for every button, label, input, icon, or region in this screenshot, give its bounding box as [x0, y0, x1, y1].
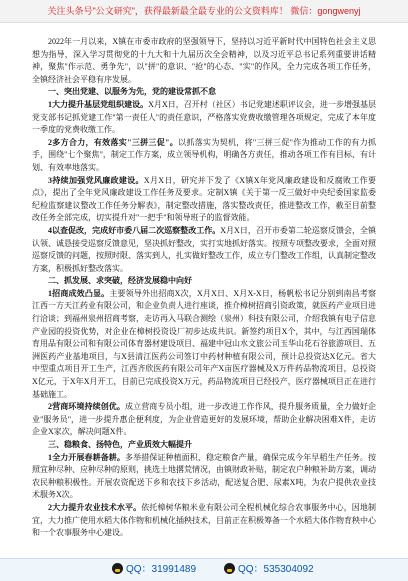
contact-footer [0, 558, 408, 581]
list-item [32, 175, 376, 225]
item-lead: 3持续加强党风廉政建设。 [48, 175, 144, 185]
item-lead: 1全力开展春耕备耕。 [48, 452, 125, 462]
qq-contact-1[interactable] [112, 559, 196, 581]
section-heading: 二、抓发展、求突破，经济发展稳中向好 [48, 276, 192, 286]
list-item [32, 137, 376, 175]
qq-penguin-icon [224, 563, 235, 574]
item-lead: 1大力提升基层党组织建设。 [48, 99, 149, 109]
section-heading: 一、突出党建、以服务为先，党的建设常抓不怠 [48, 87, 216, 97]
item-lead: 2营商环境持续创优。 [48, 402, 125, 412]
item-text: X月X日，研究并下发了《X镇X年党风廉政建设和反腐败工作要点》，提出了全年党风廉政建设工作任务及要求。定制X镇《关于第一反三做好中央纪委国家监委纪检监察建议整改工作任务分解表》，制定整改措施，落实整改责任，推进整改工作，截至目前整改任务全部完成，切实提升对"一把手"和领导班子的监督效能。 [32, 175, 376, 223]
list-item [32, 401, 376, 439]
section-heading: 三、稳粮食、扬特色，产业质效大幅提升 [48, 440, 192, 449]
item-text: 主要领导外出招商X次，X月X日、X月X-X日，杨帆松书记分别到南昌考察江西一方天江药业有限公司，和企业负责人进行座谈，推介樟树招商引资政策，就医药产业项目进行洽谈；到福州泉州招商考察，走访再入马联合测绘（泉州）科技有限公司，介绍我镇有电子信息产业园的投资优势，对企业在樟树投资设厂初步达成共识。新签约项目X个，其中，与江西国瑞体育用品有限公司和有限公司体育器材建设项目、福建中冠山水文旅公司玉华山花石谷旅游项目、五洲医药产业基地项目，与X县清江医药公司签订中药材种植有限公司，预计总投资达X亿元。省大中型重点项目开工生产，江西齐欣医药有限公司年产X亩医疗器械及X万件药品物流项目，总投资X亿元，于X年X月开工，目前已完成投资X万元，药品物流项目已经投产，医疗器械项目正在进行基础施工。 [32, 288, 376, 399]
promo-banner [0, 0, 408, 23]
document-body [32, 36, 376, 556]
promo-banner-text: 关注头条号"公文研究"，获得最新最全最专业的公文资料库！ 微信：gongwenyj [47, 6, 361, 16]
list-item [32, 99, 376, 137]
item-text: X月X日，召开市委第二轮巡察反馈会，全镇认领、诚恳接受巡察反馈意见，坚决抓好整改，实打实地抓好落实。按照专项整改要求，全面对照巡察反馈的问题，按照时限、落实到人，扎实做好整改工作，成立专门整改工作组，认真制定整改方案，积极抓好整改落实。 [32, 225, 376, 273]
list-item [32, 452, 376, 502]
item-lead: 2大力提升农业技术水平。 [48, 502, 142, 512]
item-text: 以抓落实为契机，将"三拼三促"作为推动工作的有力抓手，围绕"七个聚焦"，制定工作方案，成立领导机构，明确各方责任，推动各项工作有目标、有计划、有效率地落实。 [32, 137, 376, 172]
list-item [32, 225, 376, 275]
item-text: 多举措保证种植面积、稳定粮食产量，确保完成今年早稻生产任务。按照宜种尽种、应种尽种的原则，挑选土地撂荒情况，由镇财政补贴，制定农户种粮补助方案，调动农民种粮积极性。开展农资配送下乡和农技下乡活动，配送复合肥、尿素X吨，为农户提供农业技术服务X次。 [32, 452, 376, 500]
item-lead: 1招商成效凸显。 [48, 288, 110, 298]
item-lead: 2多方合力，有效落实"三拼三促"。 [48, 137, 179, 147]
qq-number-2: QQ：535304092 [238, 564, 314, 575]
intro-paragraph: 2022年一月以来，X镇在市委市政府的坚强领导下，坚持以习近平新时代中国特色社会主义思想为指导，深入学习贯彻党的十九大和十九届历次全会精神，以及习近平总书记系列重要讲话精神，聚焦"作示范、勇争先"，以"拼"的意识、"抢"的心态、"实"的作风，全力完成各项工作任务，全镇经济社会平稳有序发展。 [32, 37, 376, 84]
list-item [32, 502, 376, 540]
qq-contact-2[interactable] [224, 559, 314, 581]
qq-penguin-icon [112, 563, 123, 574]
item-lead: 4以查促改，完成好市委八届二次巡察整改工作。 [48, 225, 221, 235]
item-text: 依托樟树华粮米业有限公司全程机械化综合农事服务中心，因地制宜，大力推广使用水稻大体作物和机械化插秧技术，目前正在积极筹备一个水稻大体作物育秧中心和一个农事服务中心建设。 [32, 502, 376, 538]
item-text: 成立营商专员小组，进一步改进工作作风，提升服务质量，全力做好企业"服务员"，进一步提升惠企便利度，为企业营造更好的发展环境，帮助企业解决困难X件，走访企业X家次，解决问题X件。 [32, 402, 376, 437]
item-text: X月X日，召开村（社区）书记党建述职评议会，进一步增强基层党支部书记抓党建工作"第一责任人"的责任意识，严格落实党费收缴管理各项规定，完成了本年度一季度的党费收缴工作。 [32, 99, 376, 135]
qq-number-1: QQ：31991489 [126, 564, 197, 575]
list-item [32, 288, 376, 401]
